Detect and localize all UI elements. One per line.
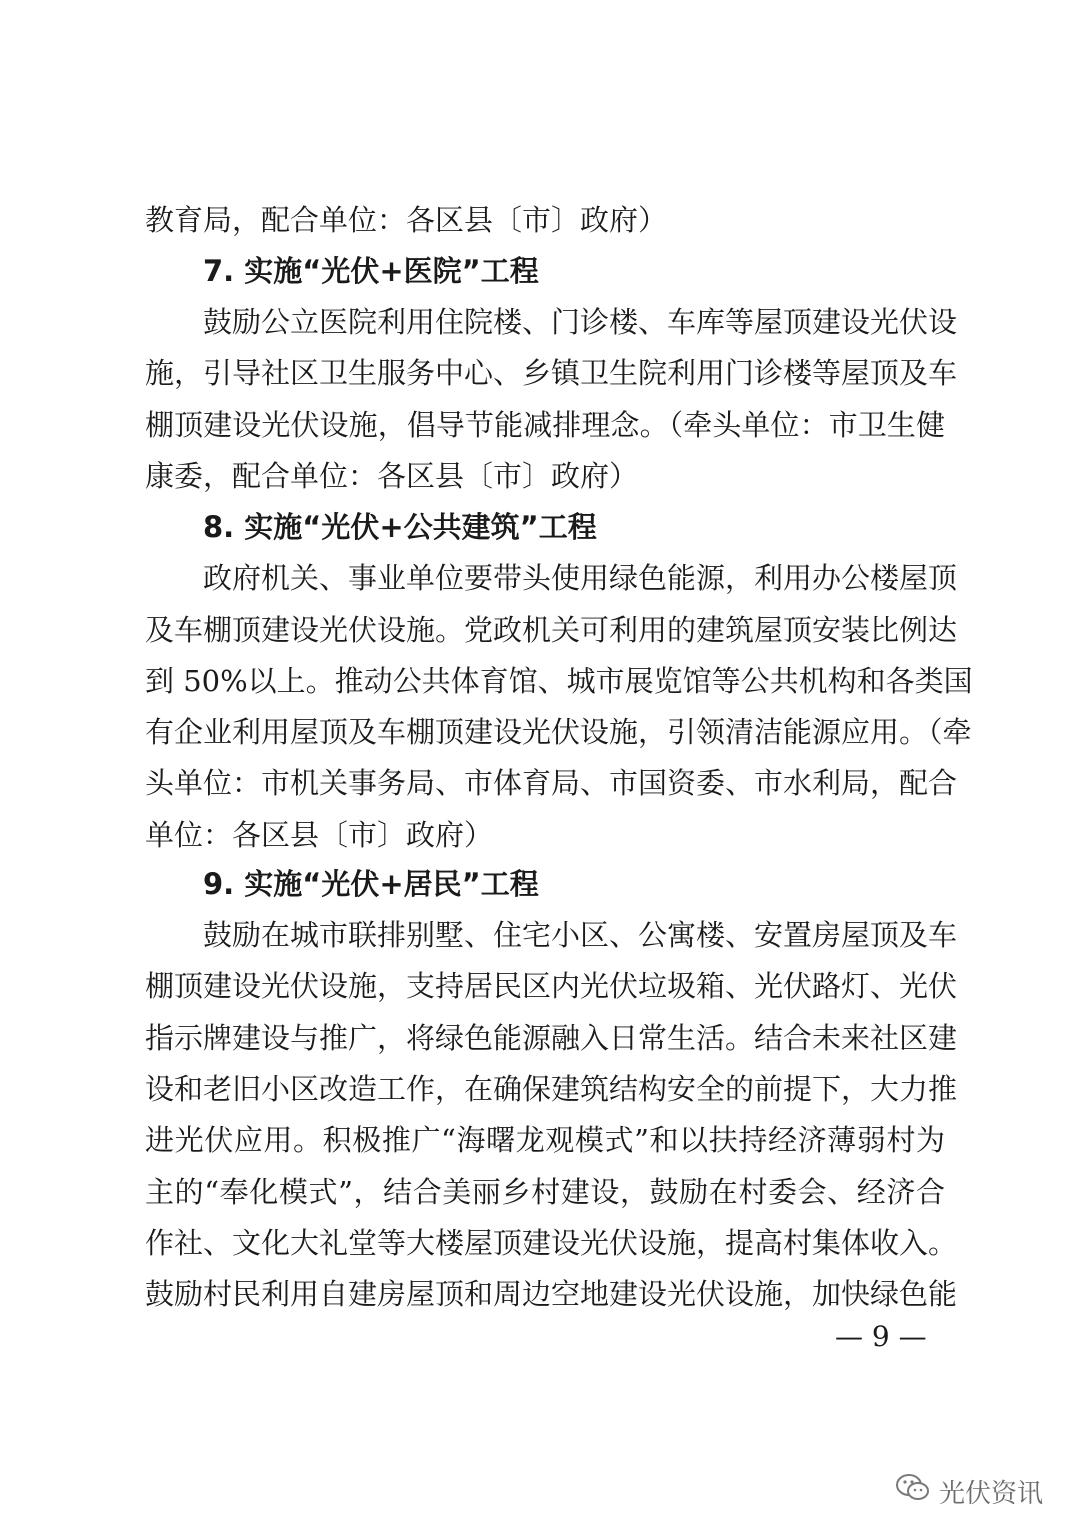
paragraph-line: 鼓励公立医院利用住院楼、门诊楼、车库等屋顶建设光伏设	[203, 305, 958, 339]
paragraph-line: 及车棚顶建设光伏设施。党政机关可利用的建筑屋顶安装比例达	[145, 613, 958, 647]
paragraph-line: 棚顶建设光伏设施，支持居民区内光伏垃圾箱、光伏路灯、光伏	[145, 969, 958, 1003]
page-number: — 9 —	[835, 1320, 927, 1353]
paragraph-line: 指示牌建设与推广，将绿色能源融入日常生活。结合未来社区建	[145, 1021, 958, 1055]
paragraph-line: 鼓励村民利用自建房屋顶和周边空地建设光伏设施，加快绿色能	[145, 1277, 958, 1311]
paragraph-line: 到 50%以上。推动公共体育馆、城市展览馆等公共机构和各类国	[145, 664, 973, 698]
paragraph-line: 康委，配合单位：各区县〔市〕政府）	[145, 459, 639, 493]
paragraph-line: 棚顶建设光伏设施，倡导节能减排理念。（牵头单位：市卫生健	[145, 408, 945, 442]
section-heading-8: 8. 实施“光伏+公共建筑”工程	[203, 510, 597, 544]
paragraph-line: 政府机关、事业单位要带头使用绿色能源，利用办公楼屋顶	[203, 561, 958, 595]
paragraph-line: 施，引导社区卫生服务中心、乡镇卫生院利用门诊楼等屋顶及车	[145, 356, 958, 390]
paragraph-line: 教育局，配合单位：各区县〔市〕政府）	[145, 203, 668, 237]
paragraph-line: 设和老旧小区改造工作，在确保建筑结构安全的前提下，大力推	[145, 1072, 958, 1106]
wechat-icon	[895, 1472, 931, 1511]
paragraph-line: 有企业利用屋顶及车棚顶建设光伏设施，引领清洁能源应用。（牵	[145, 715, 972, 749]
paragraph-line: 作社、文化大礼堂等大楼屋顶建设光伏设施，提高村集体收入。	[145, 1226, 958, 1260]
source-watermark	[895, 1473, 1043, 1509]
paragraph-line: 鼓励在城市联排别墅、住宅小区、公寓楼、安置房屋顶及车	[203, 918, 958, 952]
section-heading-9: 9. 实施“光伏+居民”工程	[203, 867, 539, 901]
paragraph-line: 单位：各区县〔市〕政府）	[145, 818, 494, 852]
paragraph-line: 头单位：市机关事务局、市体育局、市国资委、市水利局，配合	[145, 766, 958, 800]
watermark-text: 光伏资讯	[939, 1478, 1044, 1509]
paragraph-line: 主的“奉化模式”，结合美丽乡村建设，鼓励在村委会、经济合	[145, 1175, 945, 1209]
paragraph-line: 进光伏应用。积极推广“海曙龙观模式”和以扶持经济薄弱村为	[145, 1123, 945, 1157]
section-heading-7: 7. 实施“光伏+医院”工程	[203, 254, 539, 288]
